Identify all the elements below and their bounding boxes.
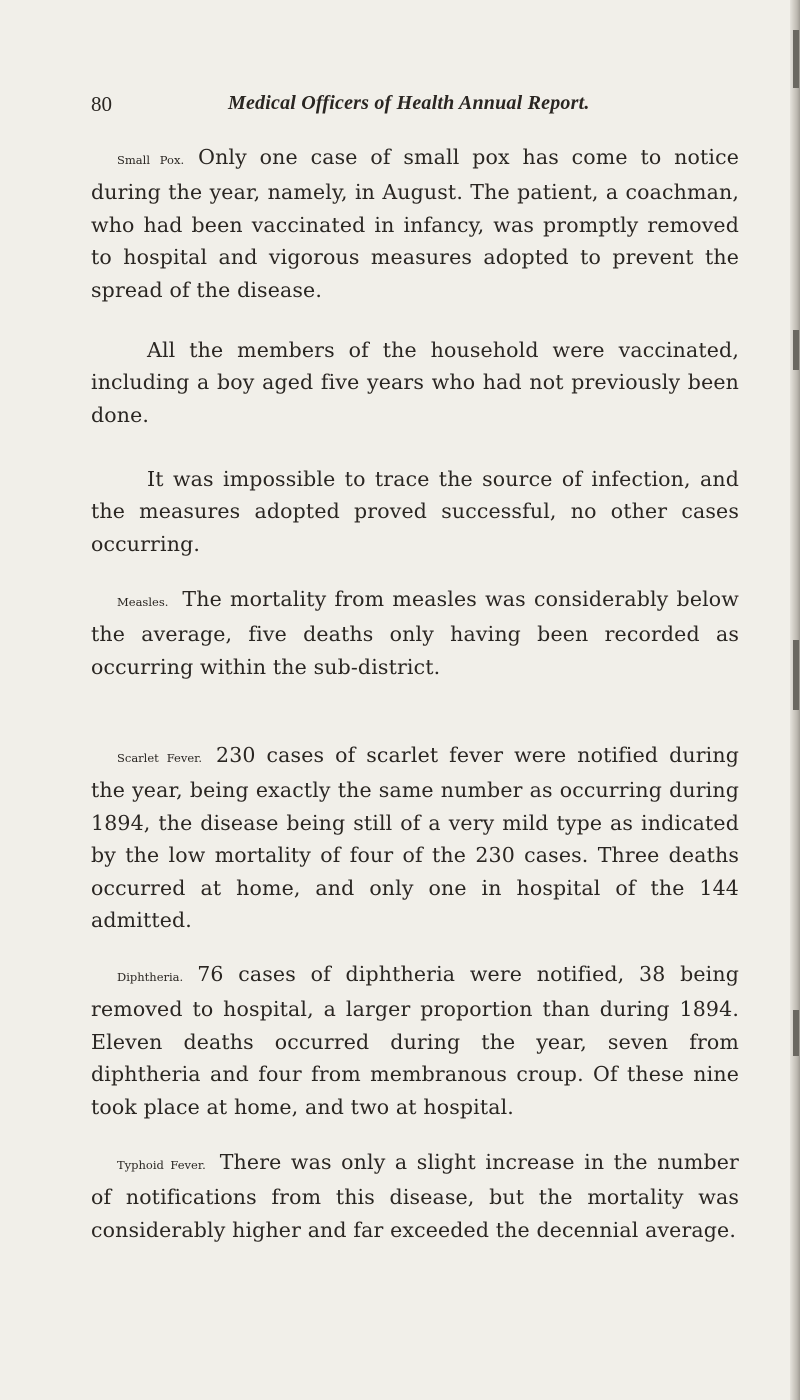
paragraph-infection-source — [91, 463, 739, 560]
paragraph-small-pox — [91, 141, 739, 306]
paragraph-measles — [91, 583, 739, 683]
paragraph-text: The mortality from measles was considerably below the average, five deaths only having been recorded as occurring within the sub-district. — [91, 587, 739, 679]
paragraph-text: 230 cases of scarlet fever were notified during the year, being exactly the same number as occurring during 1894, the disease being still of a very mild type as indicated by the low mortality of four of the 230 cases. Three deaths occurred at home, and only one in hospital of the 144 admitted. — [91, 743, 739, 933]
page-header — [91, 92, 651, 122]
paragraph-typhoid-fever — [91, 1146, 739, 1246]
side-heading-diphtheria: Diphtheria. — [117, 970, 184, 984]
page-edge — [790, 0, 800, 1400]
page-number: 80 — [91, 92, 112, 116]
paragraph-household — [91, 334, 739, 431]
edge-mark — [793, 1010, 799, 1056]
paragraph-text: All the members of the household were vaccinated, including a boy aged five years who had not previously been done. — [91, 338, 739, 427]
side-heading-small-pox: Small Pox. — [117, 153, 185, 167]
paragraph-text: There was only a slight increase in the number of notifications from this disease, but the mortality was considerably higher and far exceeded the decennial average. — [91, 1150, 739, 1242]
paragraph-text: It was impossible to trace the source of infection, and the measures adopted proved successful, no other cases occurring. — [91, 467, 739, 556]
edge-mark — [793, 640, 799, 710]
side-heading-scarlet-fever: Scarlet Fever. — [117, 751, 203, 765]
paragraph-diphtheria — [91, 958, 739, 1123]
paragraph-text: Only one case of small pox has come to notice during the year, namely, in August. The patient, a coachman, who had been vaccinated in infancy, was promptly removed to hospital and vigorous measures adopted to prevent the spread of the disease. — [91, 145, 739, 302]
side-heading-measles: Measles. — [117, 595, 169, 609]
side-heading-typhoid-fever: Typhoid Fever. — [117, 1158, 206, 1172]
edge-mark — [793, 330, 799, 370]
paragraph-scarlet-fever — [91, 739, 739, 936]
edge-mark — [793, 30, 799, 88]
paragraph-text: 76 cases of diphtheria were notified, 38 being removed to hospital, a larger proportion than during 1894. Eleven deaths occurred during the year, seven from diphtheria and four from membranous croup. Of these nine took place at home, and two at hospital. — [91, 962, 739, 1119]
running-title: Medical Officers of Health Annual Report. — [228, 92, 590, 114]
